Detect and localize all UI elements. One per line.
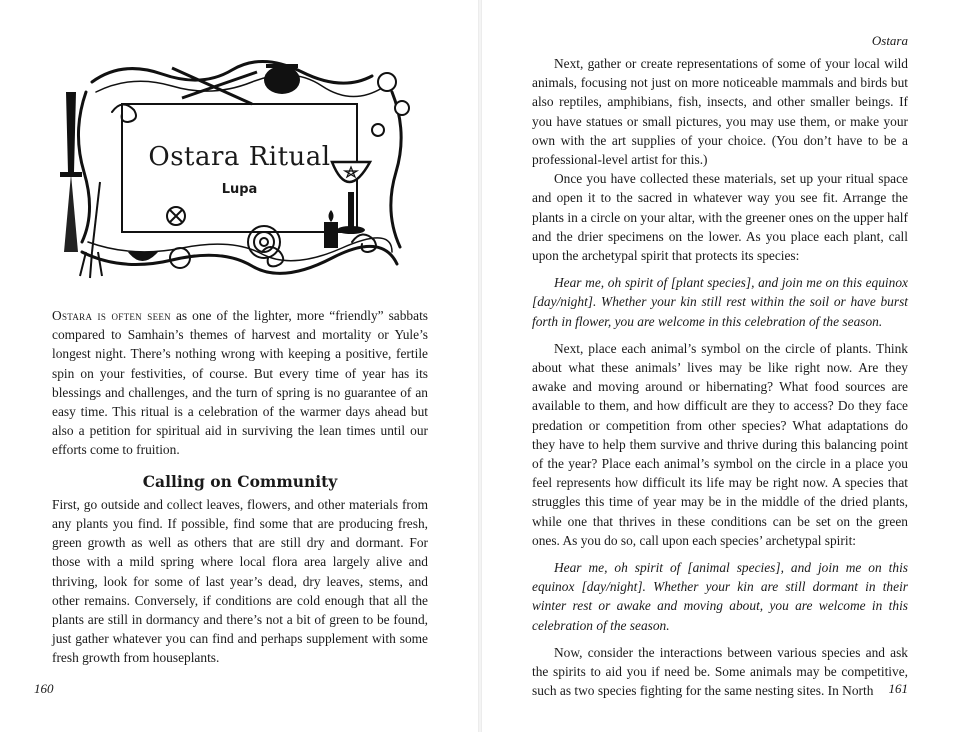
paragraph-3: Next, place each animal’s symbol on the circle of plants. Think about what these animals’ lives may be like right now. Are they awake and moving around or hibernating? What food sources are available to them, and how difficult are they to access? Do they face predation or competition from other species? What adaptations do they have to help them survive and thrive during this balancing point of the year? Place each animal’s symbol on the circle in a place you feel represents how difficult its life may be right now. A species that struggles this time of year may be in the middle of the dried plants, while one that thrives in these conditions can be set on the green ones. As you do so, call upon each species’ archetypal spirit: [532, 340, 908, 548]
section-paragraph: First, go outside and collect leaves, flowers, and other materials from any plants you find. If possible, find some that are producing fresh, green growth as well as others that are still dry and dormant. For those with a mild spring where local flora area largely alive and thriving, look for some of last year’s dead, dry leaves, stems, and other remains. Conversely, if conditions are cold enough that all the plants are still in dormancy and there’s not a bit of green to be found, just gather whatever you can find and perhaps supplement with some fresh growth from houseplants. [52, 496, 428, 666]
page-number-right: 161 [888, 681, 908, 696]
page-number-left: 160 [34, 681, 54, 696]
invocation-quote-1: Hear me, oh spirit of [plant species], and join me on this equinox [day/night]. Whether your kin still rest within the soil or have burst forth in flower, you are welcome in this celebration of the season. [532, 275, 908, 329]
intro-rest: as one of the lighter, more “friendly” sabbats compared to Samhain’s themes of harvest and mortality or Yule’s longest night. There’s nothing wrong with keeping a positive, fertile spin on your festivities, of course. But every time of year has its blessings and challenges, and the turn of spring is no guarantee of an easy time. This ritual is a celebration of the warmer days ahead but also a petition for spiritual aid in surviving the lean times until our efforts come to fruition. [52, 308, 429, 458]
section-heading: Calling on Community [142, 471, 338, 491]
paragraph-4: Now, consider the interactions between various species and ask the spirits to aid you if need be. Some animals may be competitive, such as two species fighting for the same nesting sites. In North [532, 644, 908, 699]
right-page [482, 0, 960, 732]
paragraph-2: Once you have collected these materials, set up your ritual space and open it to the sacred in whatever way you see fit. Arrange the plants in a circle on your altar, with the greener ones on the upper half and the drier specimens on the lower. As you place each plant, call upon the archetypal spirit that protects its species: [532, 171, 908, 264]
running-head: Ostara [871, 33, 908, 48]
right-body-text [532, 54, 908, 701]
chapter-author: Lupa [221, 182, 258, 197]
invocation-quote-2: Hear me, oh spirit of [animal species], and join me on this equinox [day/night]. Whether your kin are still dormant in their winter rest or awake and moving about, you are welcome in this celebration of the season. [532, 560, 908, 633]
intro-smallcaps: Ostara is often seen [52, 308, 171, 323]
paragraph-1: Next, gather or create representations of some of your local wild animals, focusing not just on more noticeable mammals and birds but also reptiles, amphibians, fish, insects, and other smaller beings. If you have statues or small pictures, you may use them, or make your own with the art supplies of your choice. (You don’t have to be a professional-level artist for this.) [532, 56, 908, 168]
left-page [0, 0, 478, 732]
intro-paragraph [52, 306, 428, 460]
chapter-title: Ostara Ritual [148, 142, 331, 172]
left-body-text [52, 306, 428, 668]
